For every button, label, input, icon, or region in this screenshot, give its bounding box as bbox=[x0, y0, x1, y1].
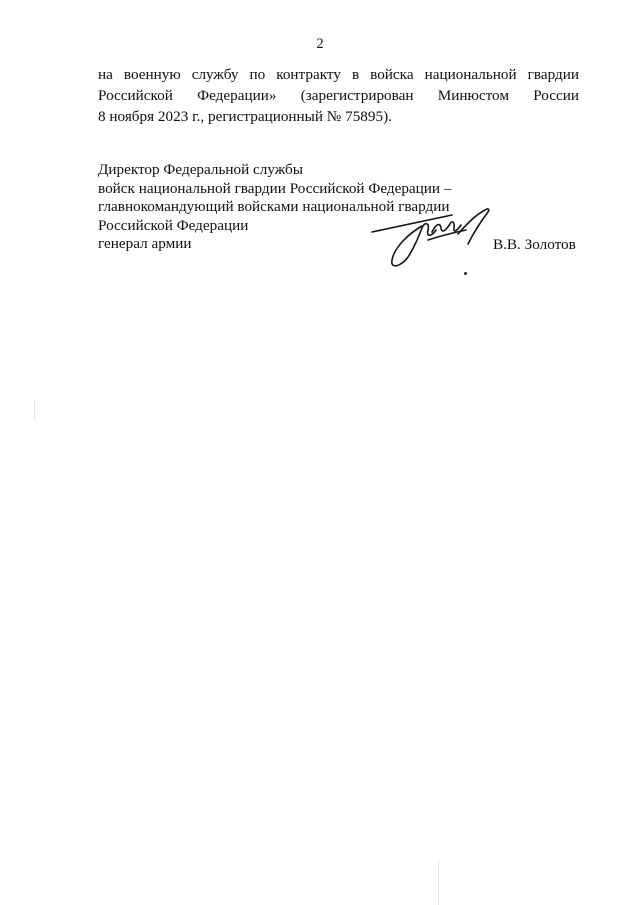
page-number: 2 bbox=[316, 36, 324, 52]
ink-dot bbox=[464, 272, 467, 275]
handwritten-signature bbox=[370, 200, 495, 275]
signatory-rank: генерал армии bbox=[98, 235, 192, 252]
signatory-title-line: главнокомандующий войсками национальной гвардии bbox=[98, 198, 450, 215]
signatory-title-line: Директор Федеральной службы bbox=[98, 161, 303, 178]
body-line: Российской Федерации» (зарегистрирован Минюстом России bbox=[98, 87, 579, 104]
scan-edge-mark bbox=[34, 400, 35, 420]
body-line: на военную службу по контракту в войска национальной гвардии bbox=[98, 66, 579, 83]
body-paragraph bbox=[98, 64, 579, 127]
signatory-title-line: войск национальной гвардии Российской Федерации – bbox=[98, 179, 452, 197]
signatory-title-line: Российской Федерации bbox=[98, 216, 249, 234]
scan-edge-mark bbox=[438, 860, 439, 905]
signer-name: В.В. Золотов bbox=[493, 236, 576, 253]
body-line: 8 ноября 2023 г., регистрационный № 75895). bbox=[98, 108, 392, 125]
